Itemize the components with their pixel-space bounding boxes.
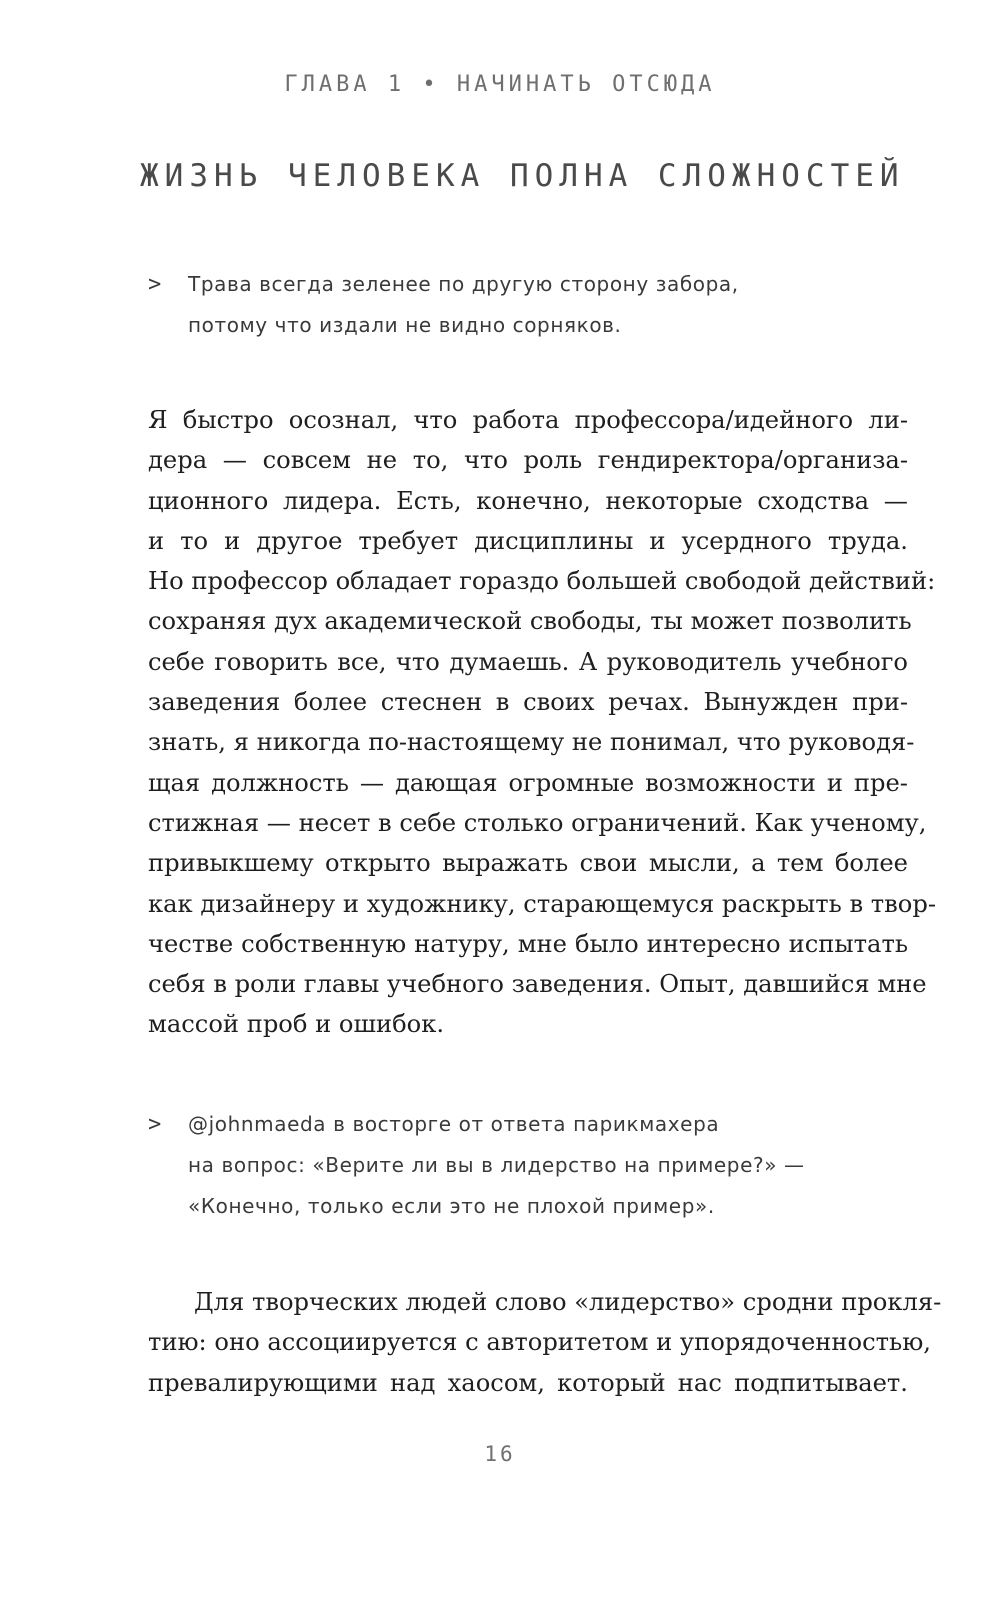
paragraph-line: щая должность — дающая огромные возможности и пре- xyxy=(148,768,908,797)
paragraph-line: честве собственную натуру, мне было интересно испытать xyxy=(148,929,908,958)
quote-line: Трава всегда зеленее по другую сторону забора, xyxy=(188,272,739,296)
paragraph-line: себя в роли главы учебного заведения. Опыт, давшийся мне xyxy=(148,970,927,999)
paragraph-line: дера — совсем не то, что роль гендиректора/организа- xyxy=(148,446,908,475)
pull-quote-1 xyxy=(148,264,928,346)
paragraph-line: и то и другое требует дисциплины и усердного труда. xyxy=(148,526,908,555)
paragraph-line: Для творческих людей слово «лидерство» сродни прокля- xyxy=(194,1288,942,1316)
body-paragraph-1 xyxy=(148,400,936,1045)
paragraph-line: себе говорить все, что думаешь. А руководитель учебного xyxy=(148,647,908,676)
paragraph-line: привыкшему открыто выражать свои мысли, а тем более xyxy=(148,849,908,878)
quote-line: на вопрос: «Верите ли вы в лидерство на примере?» — xyxy=(188,1153,805,1177)
paragraph-line: Я быстро осознал, что работа профессора/идейного ли- xyxy=(148,406,908,434)
paragraph-line: стижная — несет в себе столько ограничений. Как ученому, xyxy=(148,808,927,837)
paragraph-line: Но профессор обладает гораздо большей свободой действий: xyxy=(148,567,936,596)
quote-line: потому что издали не видно сорняков. xyxy=(188,313,622,337)
pull-quote-2 xyxy=(148,1104,928,1227)
section-title: ЖИЗНЬ ЧЕЛОВЕКА ПОЛНА СЛОЖНОСТЕЙ xyxy=(140,158,905,194)
page-number: 16 xyxy=(484,1442,516,1466)
running-head: ГЛАВА 1 • НАЧИНАТЬ ОТСЮДА xyxy=(284,72,716,97)
paragraph-line: ционного лидера. Есть, конечно, некоторые сходства — xyxy=(148,486,908,515)
quote-marker: > xyxy=(148,272,162,297)
quote-line: «Конечно, только если это не плохой пример». xyxy=(188,1194,715,1218)
paragraph-line: заведения более стеснен в своих речах. Вынужден при- xyxy=(148,688,908,717)
paragraph-line: тию: оно ассоциируется с авторитетом и упорядоченностью, xyxy=(148,1328,931,1357)
paragraph-line: превалирующими над хаосом, который нас подпитывает. xyxy=(148,1368,908,1397)
paragraph-line: как дизайнеру и художнику, старающемуся раскрыть в твор- xyxy=(148,889,936,918)
paragraph-line: знать, я никогда по-настоящему не понимал, что руководя- xyxy=(148,728,915,757)
body-paragraph-2 xyxy=(148,1282,942,1403)
quote-line: @johnmaeda в восторге от ответа парикмахера xyxy=(188,1112,720,1136)
quote-marker: > xyxy=(148,1112,162,1137)
paragraph-line: сохраняя дух академической свободы, ты может позволить xyxy=(148,607,912,636)
paragraph-line: массой проб и ошибок. xyxy=(148,1010,445,1039)
